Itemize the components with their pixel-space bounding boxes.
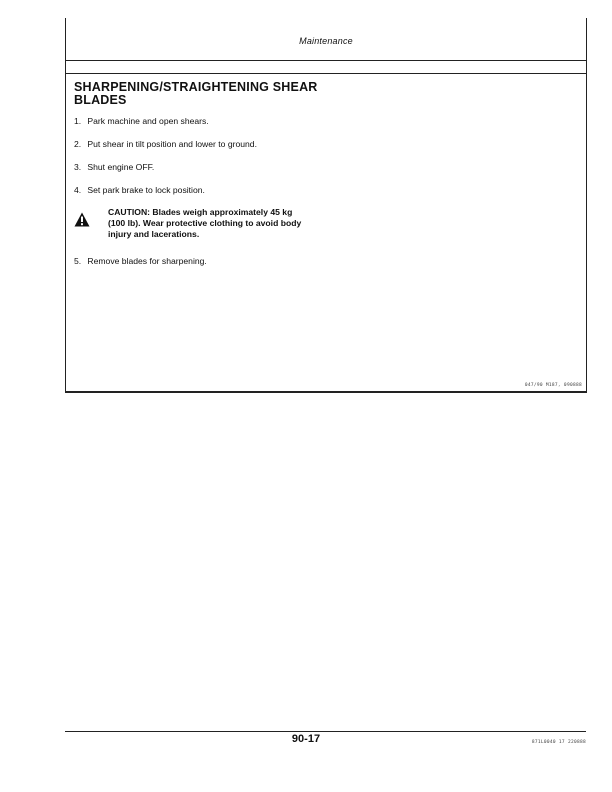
header-right-rule bbox=[586, 18, 587, 60]
step-text: Set park brake to lock position. bbox=[87, 185, 205, 195]
list-item bbox=[74, 185, 205, 195]
step-number: 2. bbox=[74, 139, 82, 149]
content-box bbox=[65, 60, 587, 393]
list-item bbox=[74, 256, 207, 266]
page-number: 90-17 bbox=[291, 733, 321, 745]
box-bottom-rule bbox=[66, 391, 586, 392]
step-text: Put shear in tilt position and lower to ground. bbox=[87, 139, 257, 149]
caution-text bbox=[108, 207, 378, 240]
step-number: 4. bbox=[74, 185, 82, 195]
title-line-2: BLADES bbox=[74, 93, 127, 107]
title-line-1: SHARPENING/STRAIGHTENING SHEAR bbox=[74, 80, 318, 94]
section-label: Maintenance bbox=[299, 36, 353, 46]
caution-line-2: (100 lb). Wear protective clothing to avoid body bbox=[108, 218, 302, 228]
list-item bbox=[74, 139, 257, 149]
step-number: 1. bbox=[74, 116, 82, 126]
document-code: 047/90 M187, 090888 bbox=[524, 383, 582, 388]
step-number: 5. bbox=[74, 256, 82, 266]
step-text: Remove blades for sharpening. bbox=[87, 256, 207, 266]
caution-line-1: CAUTION: Blades weigh approximately 45 kg bbox=[108, 207, 293, 217]
page-title bbox=[74, 81, 374, 107]
footer-code: 871L0040 17 220888 bbox=[531, 740, 586, 745]
footer-rule bbox=[65, 731, 586, 732]
step-text: Park machine and open shears. bbox=[87, 116, 209, 126]
box-top-rule bbox=[66, 73, 586, 74]
caution-line-3: injury and lacerations. bbox=[108, 229, 200, 239]
list-item bbox=[74, 116, 209, 126]
list-item bbox=[74, 162, 154, 172]
warning-triangle-icon bbox=[74, 212, 90, 227]
step-text: Shut engine OFF. bbox=[87, 162, 155, 172]
step-number: 3. bbox=[74, 162, 82, 172]
